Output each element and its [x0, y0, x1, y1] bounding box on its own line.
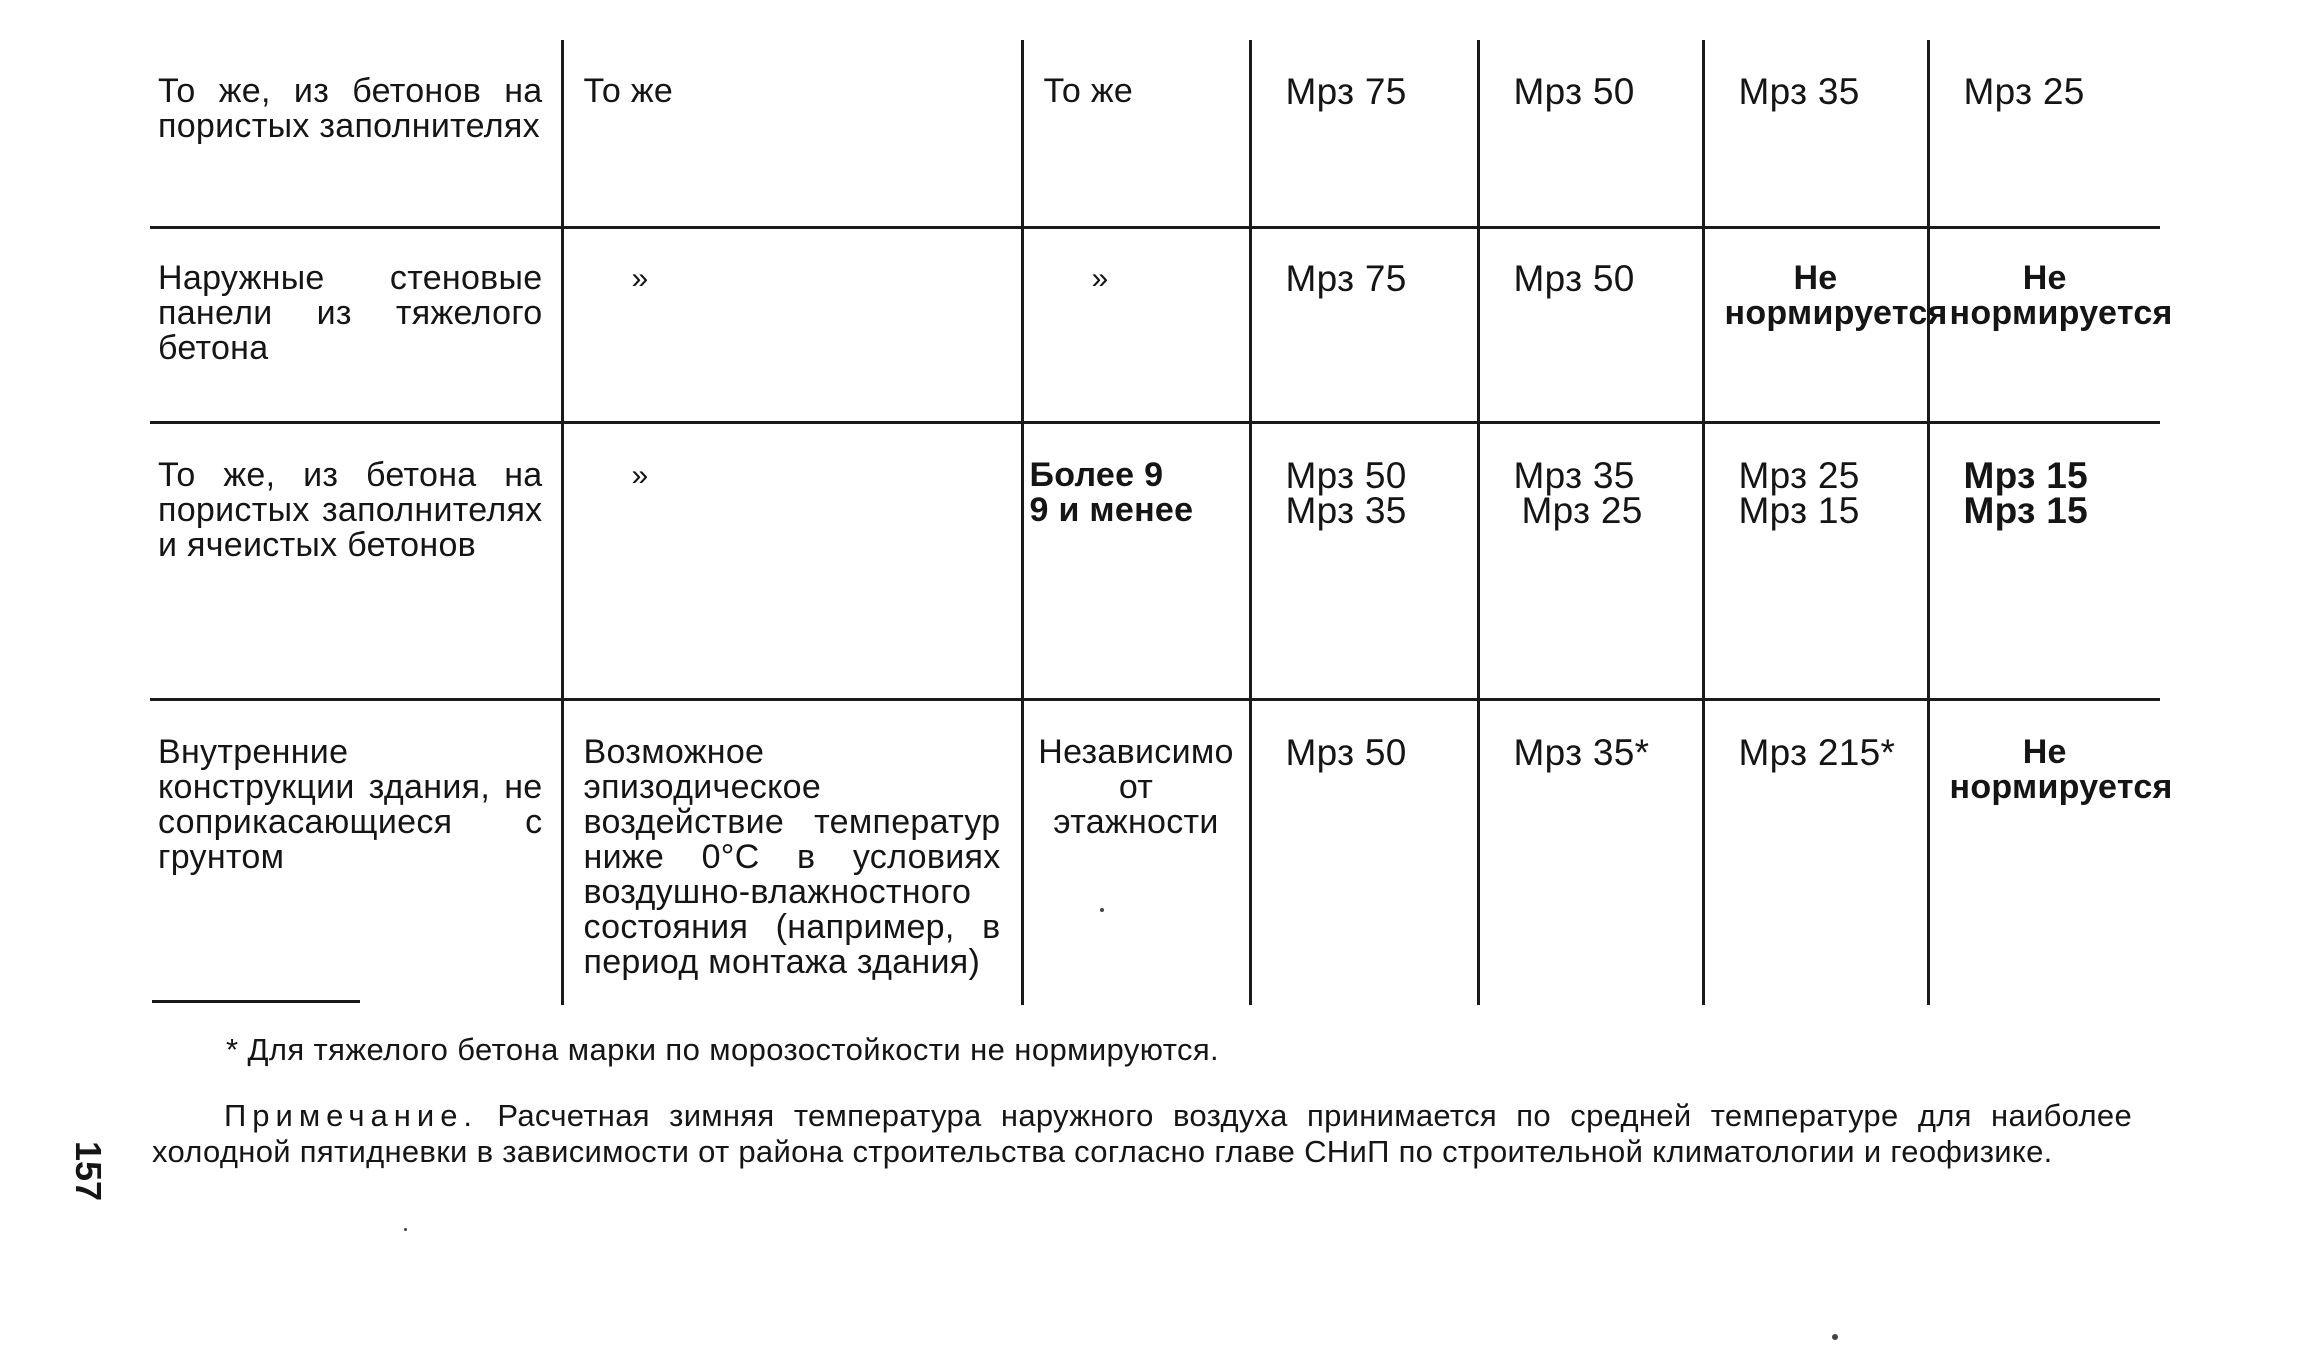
floors-cell: То же: [1022, 40, 1250, 228]
note-paragraph: [152, 1098, 2132, 1170]
table-row: [150, 228, 2160, 423]
grade-cell: Мрз 50: [1478, 40, 1703, 228]
grade-cell: Мрз 50: [1478, 228, 1703, 423]
row-name-cell: Внутренние конструкции здания, не соприкасающиеся с грунтом: [150, 700, 562, 1006]
row-name-cell: Наружные стеновые панели из тяжелого бетона: [150, 228, 562, 423]
row-name-cell: То же, из бетонов на пористых заполнителях: [158, 72, 543, 145]
condition-cell: То же: [562, 40, 1022, 228]
page-number: 157: [68, 1140, 110, 1202]
frost-resistance-table: [150, 40, 2173, 1005]
grade-cell: Мрз 25: [1928, 40, 2160, 228]
floors-cell: Независимо от этажности: [1022, 700, 1250, 1006]
not-normalized-cell: Не нормируется: [1703, 228, 1928, 423]
not-normalized-cell: Не нормируется: [1928, 228, 2160, 423]
footnote: * Для тяжелого бетона марки по морозостойкости не нормируются.: [226, 1032, 1220, 1067]
ditto-mark-cell: »: [1022, 228, 1250, 423]
note-label: Примечание.: [224, 1098, 479, 1133]
grade-cell: Мрз 35*: [1478, 700, 1703, 1006]
ditto-mark-cell: »: [562, 423, 1022, 700]
scan-speck: [1100, 908, 1104, 912]
grade-cell: Мрз 15 Мрз 15: [1928, 423, 2160, 700]
grade-cell: Мрз 50 Мрз 35: [1250, 423, 1478, 700]
row-name-cell: То же, из бетона на пористых заполнителях и ячеистых бетонов: [150, 423, 562, 700]
table-row: [150, 40, 2160, 228]
footnote-rule: [152, 1000, 360, 1003]
ditto-mark-cell: »: [562, 228, 1022, 423]
table-row: [150, 423, 2160, 700]
grade-cell: Мрз 50: [1250, 700, 1478, 1006]
grade-cell: Мрз 35 Мрз 25: [1478, 423, 1703, 700]
table-row: [150, 700, 2160, 1006]
note-text: Расчетная зимняя температура наружного воздуха принимается по средней температуре для наиболее холодной пятидневки в зависимости от района строительства согласно главе СНиП по строительной климатологии и геофизике.: [152, 1098, 2132, 1169]
scan-speck: [1832, 1334, 1838, 1340]
grade-cell: Мрз 75: [1250, 40, 1478, 228]
grade-cell: Мрз 35: [1703, 40, 1928, 228]
not-normalized-cell: Не нормируется: [1928, 700, 2160, 1006]
scan-speck: [404, 1228, 407, 1231]
condition-cell: Возможное эпизодическое воздействие температур ниже 0°С в условиях воздушно-влажностного состояния (например, в период монтажа здания): [562, 700, 1022, 1006]
grade-cell: Мрз 215*: [1703, 700, 1928, 1006]
grade-cell: Мрз 75: [1250, 228, 1478, 423]
grade-cell: Мрз 25 Мрз 15: [1703, 423, 1928, 700]
floors-cell: Более 9 9 и менее: [1022, 423, 1250, 700]
